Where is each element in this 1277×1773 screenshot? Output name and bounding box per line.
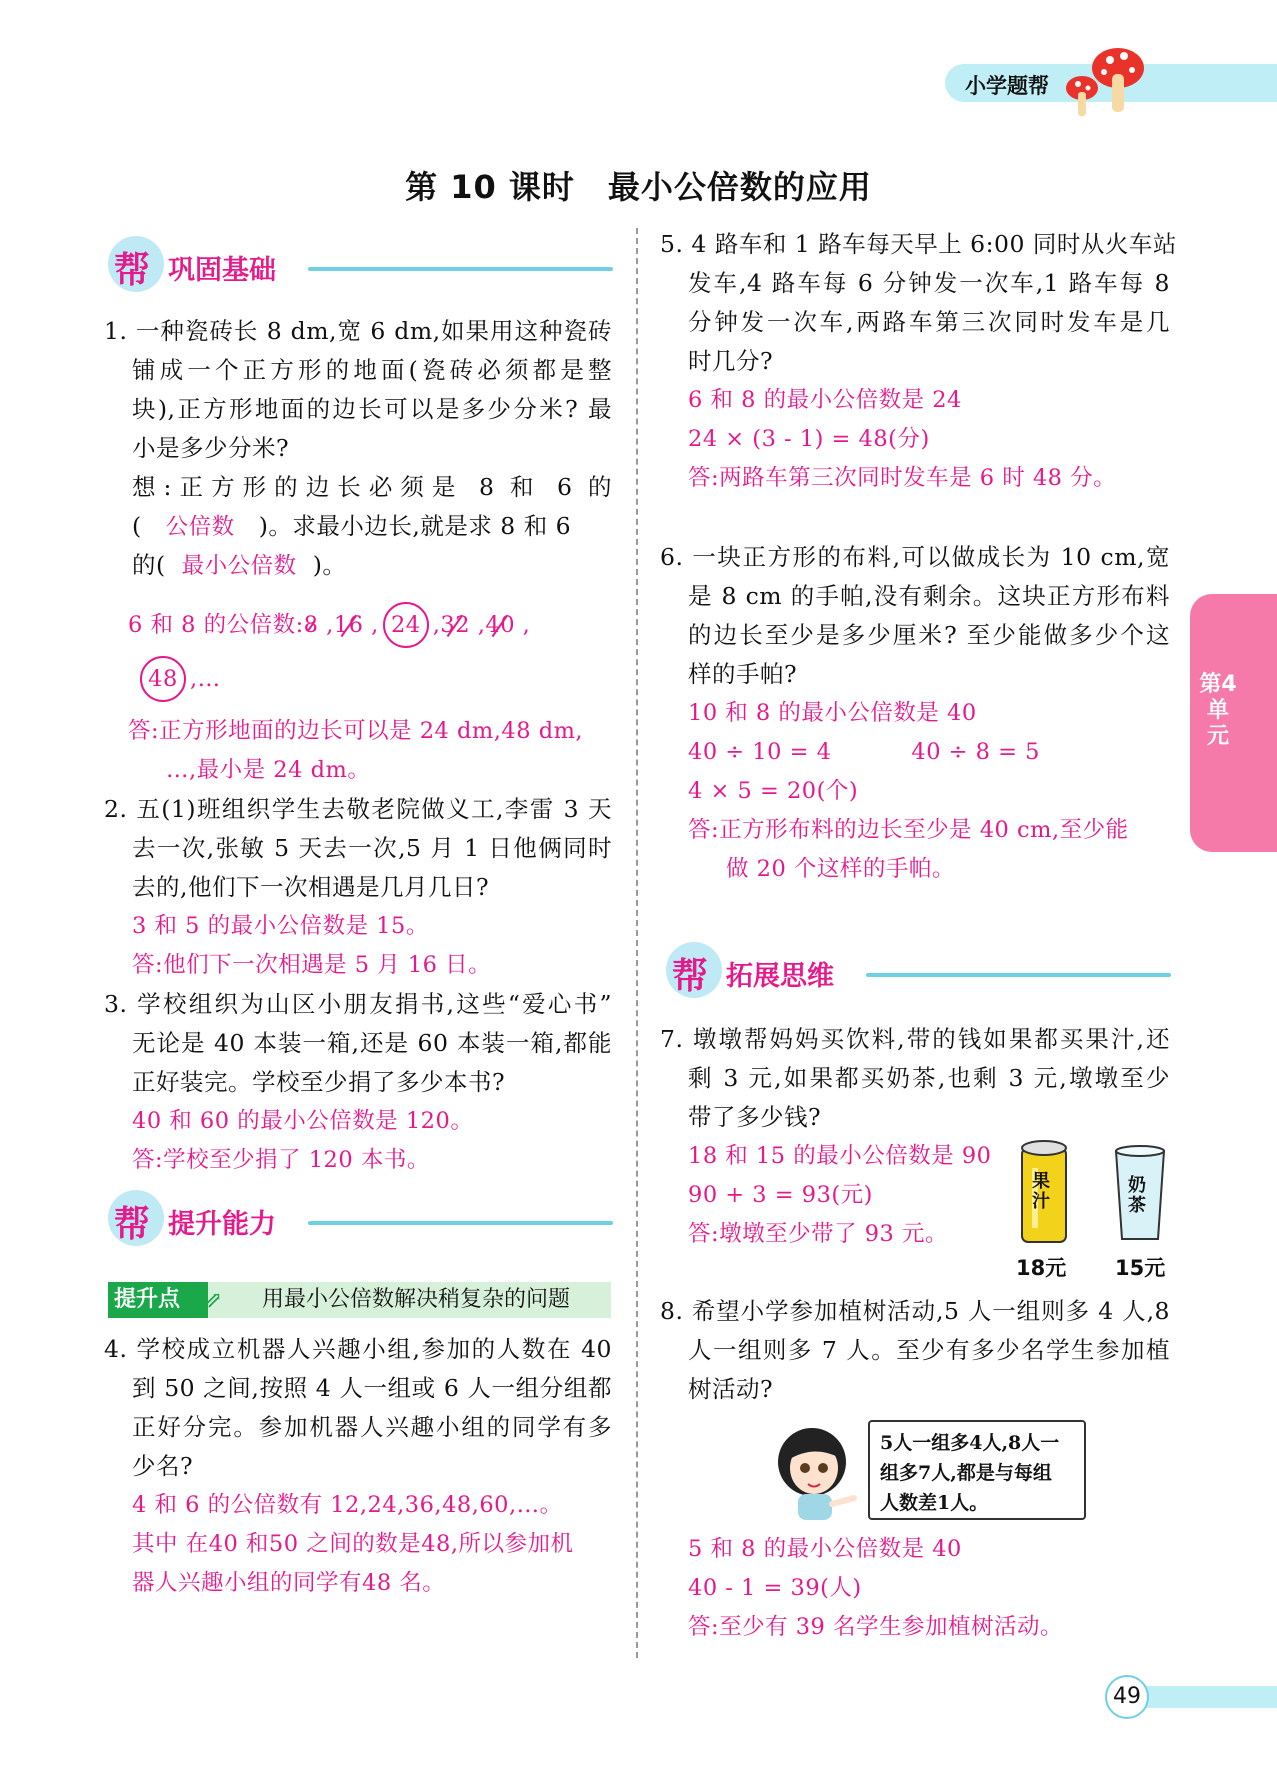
question-7 — [660, 1020, 1170, 1254]
question-line: 时几分? — [688, 347, 774, 375]
crossed-number: 40 — [485, 600, 515, 650]
question-line: 正好分完。参加机器人兴趣小组的同学有多 — [132, 1413, 612, 1441]
section-rule — [308, 1221, 613, 1225]
question-line: 分钟发一次车,两路车第三次同时发车是几 — [688, 308, 1170, 336]
work-line: 10 和 8 的最小公倍数是 40 — [688, 700, 977, 726]
mushroom-icon — [1060, 40, 1150, 120]
circled-number: 48 — [140, 656, 186, 702]
hint-line: ( 公倍数 )。求最小边长,就是求 8 和 6 — [132, 512, 572, 540]
question-line: 树活动? — [688, 1375, 774, 1403]
question-line: 带了多少钱? — [688, 1103, 822, 1131]
section-improve — [108, 1190, 613, 1246]
question-line: 发车,4 路车每 6 分钟发一次车,1 路车每 8 — [688, 269, 1170, 297]
question-line: 是 8 cm 的手帕,没有剩余。这块正方形布料 — [688, 582, 1170, 610]
answer-line: 答:正方形布料的边长至少是 40 cm,至少能 — [688, 817, 1129, 843]
tea-price: 15元 — [1115, 1256, 1166, 1280]
crossed-number: 16 — [334, 600, 364, 650]
question-line: 3. 学校组织为山区小朋友捐书,这些“爱心书” — [104, 990, 612, 1018]
crossed-number: 32 — [440, 600, 470, 650]
answer-line: 答:他们下一次相遇是 5 月 16 日。 — [132, 952, 492, 978]
question-line: 铺成一个正方形的地面(瓷砖必须都是整 — [132, 356, 612, 384]
answer-line: 做 20 个这样的手帕。 — [726, 856, 955, 882]
question-line: 8. 希望小学参加植树活动,5 人一组则多 4 人,8 — [660, 1297, 1170, 1325]
work-line: 器人兴趣小组的同学有48 名。 — [132, 1570, 446, 1596]
question-line: 去一次,张敏 5 天去一次,5 月 1 日他俩同时 — [132, 834, 612, 862]
question-line: 剩 3 元,如果都买奶茶,也剩 3 元,墩墩至少 — [688, 1064, 1170, 1092]
answer-line: 答:两路车第三次同时发车是 6 时 48 分。 — [688, 465, 1117, 491]
section-extend — [666, 942, 1171, 998]
work-line: 其中 在40 和50 之间的数是48,所以参加机 — [132, 1531, 574, 1557]
question-line: 1. 一种瓷砖长 8 dm,宽 6 dm,如果用这种瓷砖 — [104, 317, 612, 345]
work-line: 4 × 5 = 20(个) — [688, 778, 859, 804]
hint-line: 的( 最小公倍数 )。 — [132, 551, 347, 579]
bang-badge: 帮 — [108, 1190, 164, 1246]
arrow-icon: ⇗ — [204, 1288, 223, 1313]
question-line: 5. 4 路车和 1 路车每天早上 6:00 同时从火车站 — [660, 230, 1177, 258]
unit-tab-label: 第4单元 — [1199, 672, 1237, 749]
work-line: 18 和 15 的最小公倍数是 90 — [688, 1143, 992, 1169]
question-line: 2. 五(1)班组织学生去敬老院做义工,李雷 3 天 — [104, 795, 612, 823]
juice-price: 18元 — [1016, 1256, 1067, 1280]
answer-line: 答:学校至少捐了 120 本书。 — [132, 1147, 430, 1173]
column-divider — [636, 228, 638, 1658]
question-8 — [660, 1292, 1170, 1409]
question-line: 4. 学校成立机器人兴趣小组,参加的人数在 40 — [104, 1335, 612, 1363]
fill-blank-answer: 公倍数 — [165, 514, 235, 540]
page-title: 第 10 课时 最小公倍数的应用 — [405, 168, 872, 206]
work-line: 3 和 5 的最小公倍数是 15。 — [132, 913, 429, 939]
question-line: 人一组则多 7 人。至少有多少名学生参加植 — [688, 1336, 1170, 1364]
tip-tag: 提升点 — [108, 1282, 208, 1318]
section-basic — [108, 236, 613, 292]
section-title: 提升能力 — [168, 1209, 276, 1240]
question-5 — [660, 225, 1177, 498]
question-3 — [104, 985, 612, 1180]
question-line: 去的,他们下一次相遇是几月几日? — [132, 873, 490, 901]
work-line: 6 和 8 的最小公倍数是 24 — [688, 387, 962, 413]
page-number-bar — [1140, 1686, 1277, 1708]
section-rule — [866, 973, 1171, 977]
answer-line: 答:墩墩至少带了 93 元。 — [688, 1221, 949, 1247]
work-line: 90 + 3 = 93(元) — [688, 1182, 873, 1208]
question-line: 正好装完。学校至少捐了多少本书? — [132, 1068, 506, 1096]
brand-text: 小学题帮 — [965, 74, 1049, 98]
section-rule — [308, 267, 613, 271]
fill-blank-answer: 最小公倍数 — [181, 553, 297, 579]
question-line: 7. 墩墩帮妈妈买饮料,带的钱如果都买果汁,还 — [660, 1025, 1170, 1053]
multiples-line-2: 48 ,… — [136, 654, 221, 704]
bang-badge: 帮 — [666, 942, 722, 998]
answer-1: 答:正方形地面的边长可以是 24 dm,48 dm, …,最小是 24 dm。 — [128, 718, 584, 783]
circled-number: 24 — [383, 602, 429, 648]
hint-line: 想:正方形的边长必须是 8 和 6 的 — [132, 473, 612, 501]
question-2 — [104, 790, 612, 985]
work-line: 40 ÷ 10 = 4 40 ÷ 8 = 5 — [688, 739, 1040, 765]
question-line: 到 50 之间,按照 4 人一组或 6 人一组分组都 — [132, 1374, 612, 1402]
juice-label: 果汁 — [1032, 1171, 1050, 1212]
multiples-line: 6 和 8 的公倍数:8 ,16 , 24 ,32 ,40 , — [128, 600, 618, 650]
question-line: 的边长至少是多少厘米? 至少能做多少个这 — [688, 621, 1170, 649]
speech-bubble: 5人一组多4人,8人一 组多7人,都是与每组 人数差1人。 — [868, 1420, 1086, 1520]
crossed-number: 8 — [304, 600, 319, 650]
page-number: 49 — [1105, 1675, 1149, 1719]
section-title: 拓展思维 — [726, 961, 834, 992]
question-line: 样的手帕? — [688, 660, 798, 688]
answer-line: 答:至少有 39 名学生参加植树活动。 — [688, 1614, 1064, 1640]
work-line: 4 和 6 的公倍数有 12,24,36,48,60,…。 — [132, 1492, 563, 1518]
girl-character-icon — [770, 1422, 860, 1522]
question-line: 6. 一块正方形的布料,可以做成长为 10 cm,宽 — [660, 543, 1170, 571]
bang-badge: 帮 — [108, 236, 164, 292]
tea-label: 奶茶 — [1128, 1175, 1146, 1216]
question-line: 无论是 40 本装一箱,还是 60 本装一箱,都能 — [132, 1029, 612, 1057]
work-line: 40 - 1 = 39(人) — [688, 1575, 862, 1601]
question-4 — [104, 1330, 612, 1603]
tip-text: 用最小公倍数解决稍复杂的问题 — [262, 1287, 571, 1312]
question-6 — [660, 538, 1170, 889]
question-line: 块),正方形地面的边长可以是多少分米? 最 — [132, 395, 612, 423]
question-1 — [104, 312, 612, 585]
answer-8 — [688, 1530, 1168, 1647]
work-line: 40 和 60 的最小公倍数是 120。 — [132, 1108, 474, 1134]
question-line: 少名? — [132, 1452, 194, 1480]
work-line: 24 × (3 - 1) = 48(分) — [688, 426, 930, 452]
work-line: 5 和 8 的最小公倍数是 40 — [688, 1536, 962, 1562]
section-title: 巩固基础 — [168, 255, 276, 286]
question-line: 小是多少分米? — [132, 434, 290, 462]
